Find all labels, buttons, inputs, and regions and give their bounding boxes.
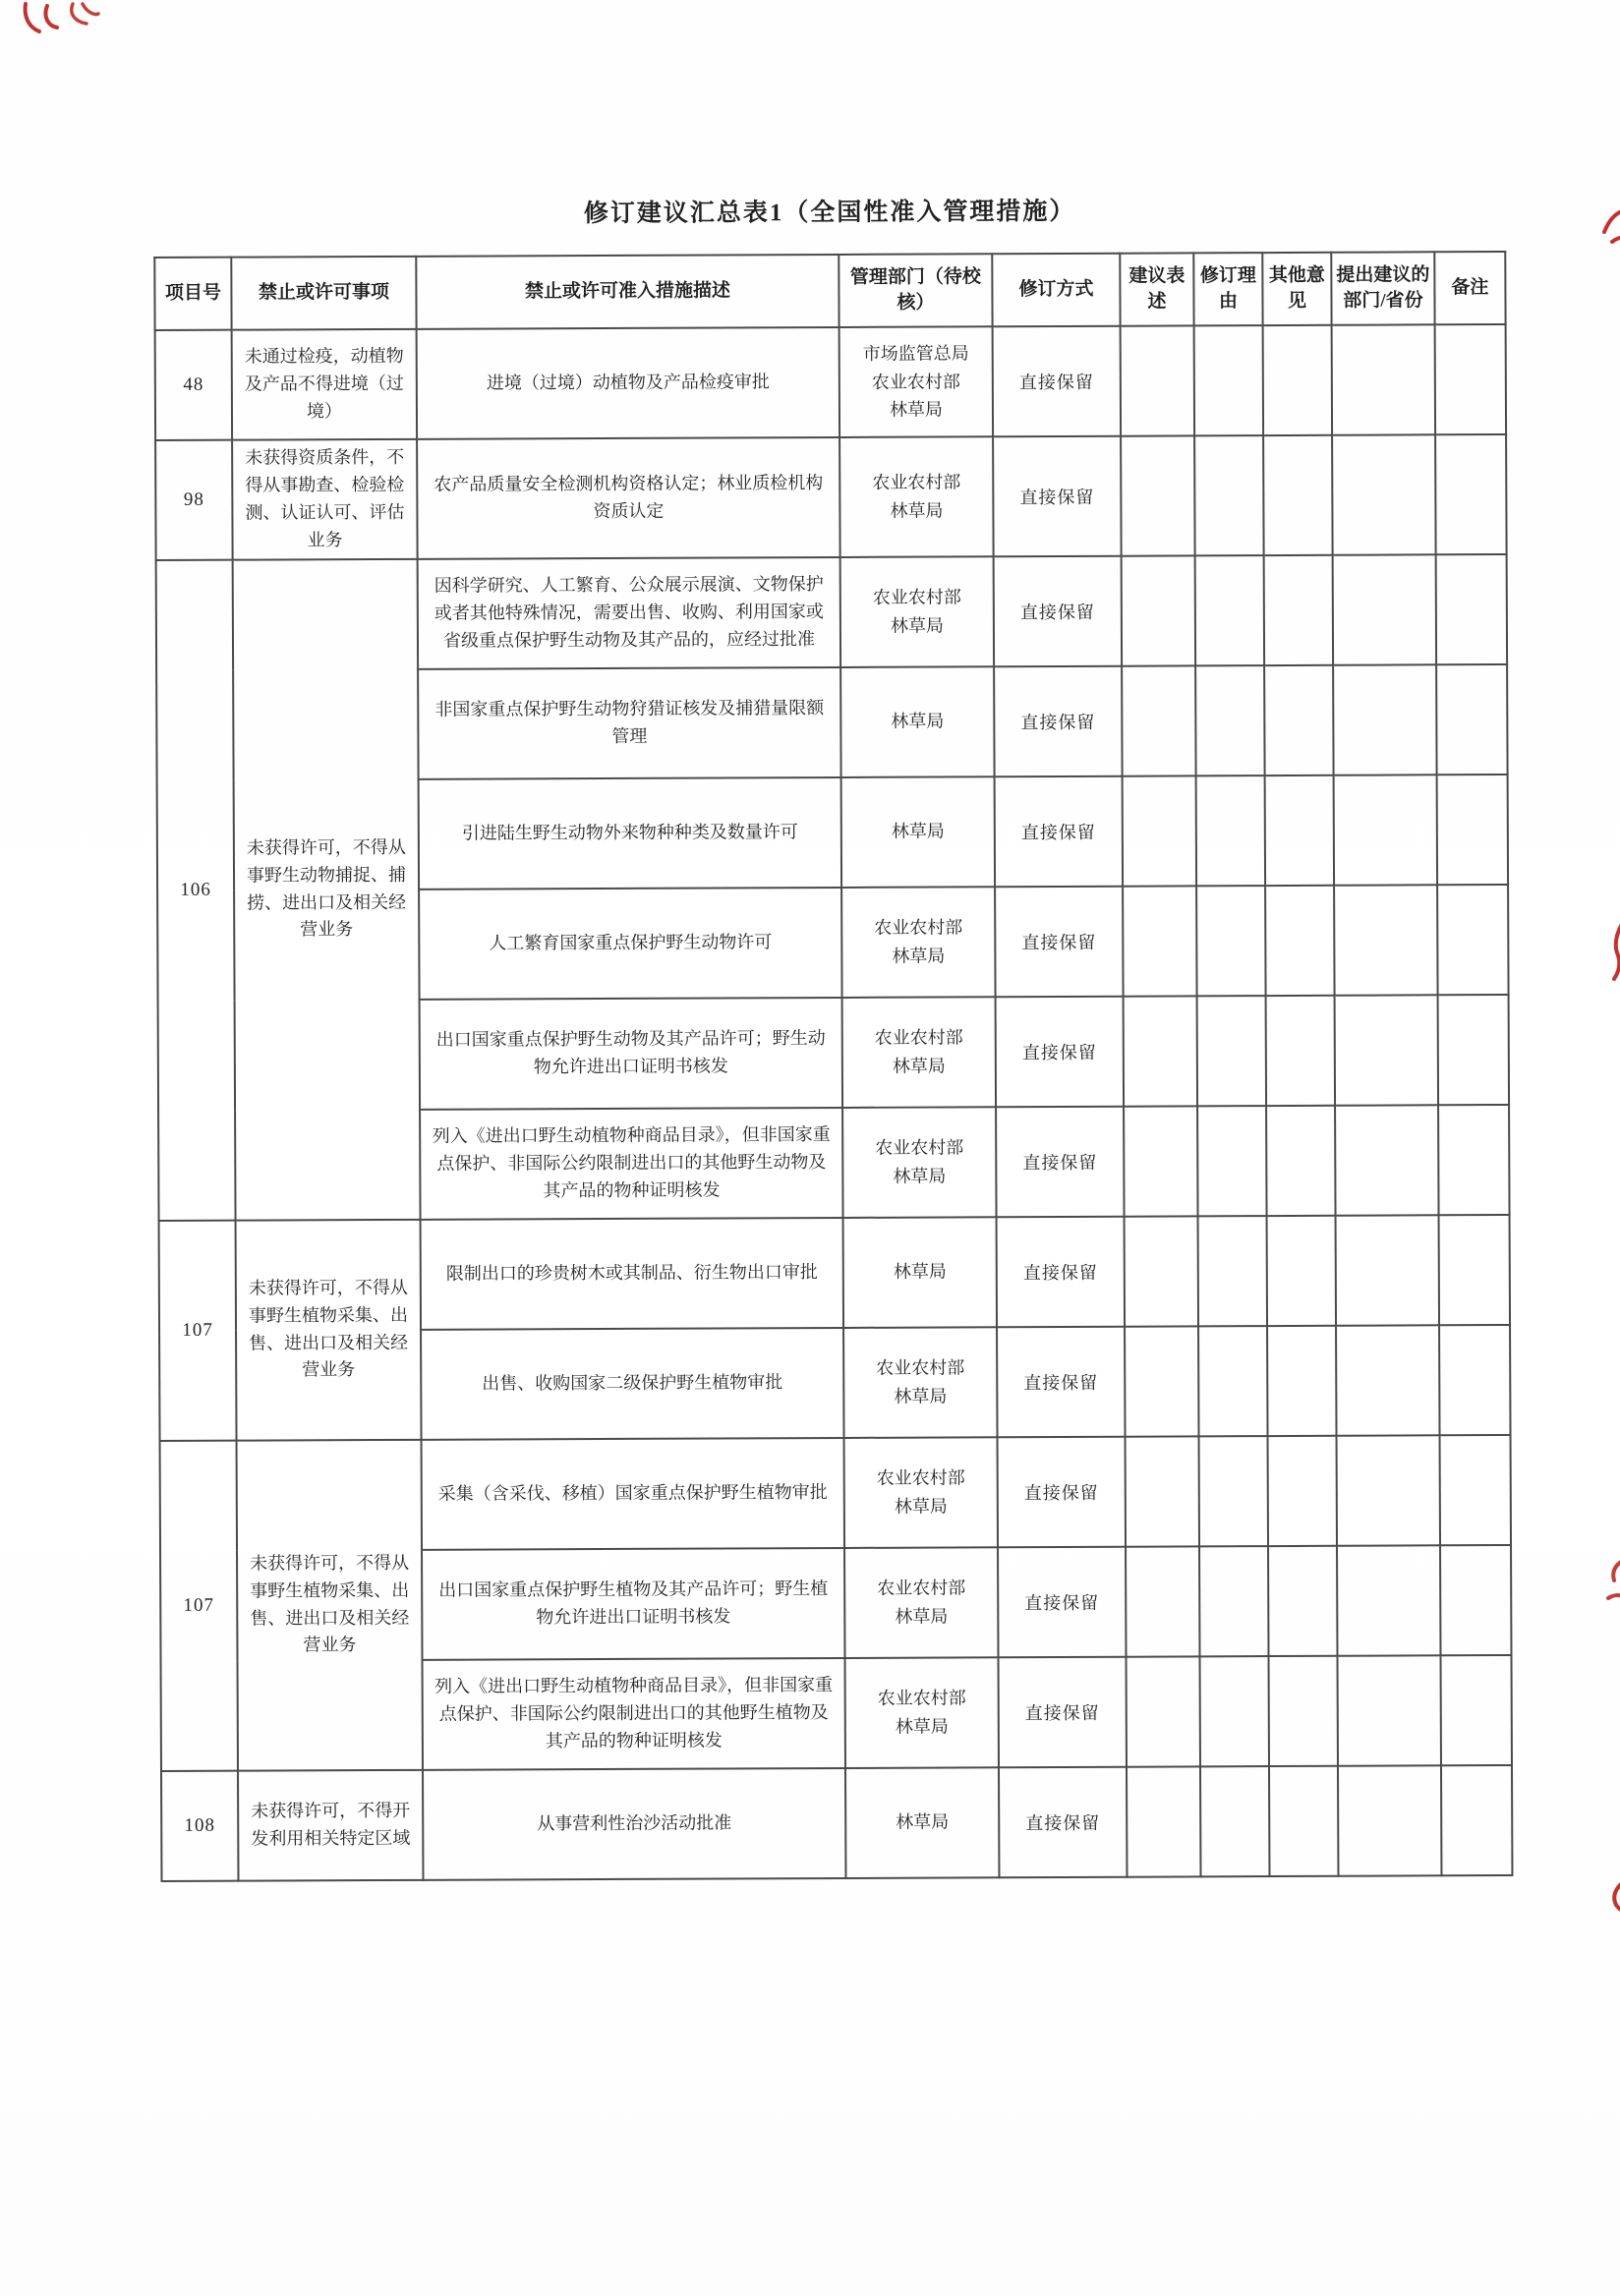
revision-method-cell: 直接保留 [998,1546,1126,1657]
proposer-cell [1334,885,1437,995]
suggestion-cell [1127,1766,1200,1876]
column-header: 修订方式 [992,254,1120,327]
revision-method-cell: 直接保留 [996,1106,1124,1217]
managing-department-cell: 林草局 [840,666,994,777]
remark-cell [1440,1435,1511,1545]
measure-description-cell: 出口国家重点保护野生动物及其产品许可；野生动物允许进出口证明书核发 [420,998,842,1110]
remark-cell [1437,885,1508,995]
proposer-cell [1335,1105,1438,1215]
table-row [155,434,1507,560]
proposer-cell [1336,1215,1439,1325]
revision-reason-cell [1198,1326,1267,1436]
revision-reason-cell [1200,1766,1269,1876]
revision-method-cell: 直接保留 [995,886,1123,997]
remark-cell [1438,1105,1509,1215]
suggestion-cell [1127,1656,1200,1766]
page-title: 修订建议汇总表1（全国性准入管理措施） [583,198,1076,228]
suggestion-cell [1126,1436,1199,1546]
proposer-cell [1337,1435,1440,1545]
remark-cell [1435,324,1506,434]
proposer-cell [1336,1325,1439,1435]
revision-reason-cell [1194,325,1263,435]
revision-method-cell: 直接保留 [996,996,1124,1107]
managing-department-cell: 林草局 [843,1217,997,1328]
managing-department-cell: 农业农村部 林草局 [843,1327,997,1438]
managing-department-cell: 农业农村部 林草局 [842,997,996,1108]
managing-department-cell: 农业农村部 林草局 [840,556,994,667]
measure-description-cell: 限制出口的珍贵树木或其制品、衍生物出口审批 [421,1218,843,1330]
managing-department-cell: 农业农村部 林草局 [842,1107,996,1218]
measure-description-cell: 进境（过境）动植物及产品检疫审批 [417,327,839,439]
revision-method-cell: 直接保留 [993,436,1122,556]
other-opinion-cell [1269,1765,1338,1875]
revision-summary-table [153,251,1513,1882]
remark-cell [1439,1325,1510,1435]
managing-department-cell: 市场监管总局 农业农村部 林草局 [839,326,993,437]
prohibited-matter-cell: 未获得许可，不得从事野生植物采集、出售、进出口及相关经营业务 [237,1439,423,1770]
revision-reason-cell [1196,775,1265,886]
suggestion-cell [1121,325,1194,435]
suggestion-cell [1125,1326,1198,1436]
item-number-cell: 98 [155,440,233,560]
revision-reason-cell [1199,1546,1268,1656]
managing-department-cell: 林草局 [845,1767,999,1878]
revision-reason-cell [1199,1436,1268,1546]
prohibited-matter-cell: 未获得许可，不得从事野生动物捕捉、捕捞、进出口及相关经营业务 [233,558,421,1220]
proposer-cell [1335,995,1438,1105]
other-opinion-cell [1264,554,1333,664]
remark-cell [1436,554,1507,664]
other-opinion-cell [1264,664,1333,775]
measure-description-cell: 农产品质量安全检测机构资格认定；林业质检机构资质认定 [417,437,840,558]
managing-department-cell: 农业农村部 林草局 [844,1547,998,1658]
other-opinion-cell [1268,1545,1337,1655]
managing-department-cell: 农业农村部 林草局 [839,436,994,556]
red-pen-scribble-icon [18,2,100,63]
item-number-cell: 107 [160,1440,238,1770]
red-edge-mark-icon [1604,1879,1620,1919]
prohibited-matter-cell: 未通过检疫，动植物及产品不得进境（过境） [232,329,417,440]
revision-reason-cell [1197,996,1266,1106]
measure-description-cell: 人工繁育国家重点保护野生动物许可 [419,888,841,1000]
measure-description-cell: 列入《进出口野生动植物种商品目录》，但非国家重点保护、非国际公约限制进出口的其他野生动物及其产品的物种证明核发 [420,1108,842,1220]
revision-method-cell: 直接保留 [997,1216,1125,1327]
suggestion-cell [1123,886,1196,996]
prohibited-matter-cell: 未获得许可，不得从事野生植物采集、出售、进出口及相关经营业务 [236,1219,422,1440]
revision-reason-cell [1197,1106,1266,1216]
other-opinion-cell [1267,1215,1336,1325]
suggestion-cell [1122,555,1195,665]
proposer-cell [1332,324,1435,434]
measure-description-cell: 从事营利性治沙活动批准 [423,1768,845,1880]
suggestion-cell [1121,435,1195,555]
table-row [159,1215,1510,1331]
revision-method-cell: 直接保留 [994,555,1122,666]
revision-method-cell: 直接保留 [993,326,1121,437]
other-opinion-cell [1263,325,1332,435]
proposer-cell [1333,664,1436,775]
item-number-cell: 107 [159,1220,237,1440]
revision-reason-cell [1194,435,1264,555]
measure-description-cell: 列入《进出口野生动植物种商品目录》，但非国家重点保护、非国际公约限制进出口的其他野生植物及其产品的物种证明核发 [423,1658,845,1770]
suggestion-cell [1126,1546,1199,1656]
remark-cell [1437,775,1508,885]
revision-method-cell: 直接保留 [994,665,1122,776]
other-opinion-cell [1266,995,1335,1105]
other-opinion-cell [1268,1435,1337,1545]
table-body [155,324,1513,1881]
other-opinion-cell [1263,435,1333,555]
column-header: 禁止或许可准入措施描述 [416,255,839,329]
revision-method-cell: 直接保留 [995,775,1123,887]
measure-description-cell: 引进陆生野生动物外来物种种类及数量许可 [419,777,841,890]
remark-cell [1440,1545,1511,1655]
remark-cell [1439,1215,1510,1325]
proposer-cell [1333,554,1436,664]
document-content [153,190,1513,1882]
revision-method-cell: 直接保留 [998,1436,1126,1547]
column-header: 其他意见 [1262,253,1331,325]
red-edge-mark-icon [1604,922,1620,981]
revision-reason-cell [1200,1656,1269,1766]
column-header: 提出建议的部门/省份 [1331,252,1434,324]
managing-department-cell: 农业农村部 林草局 [845,1657,999,1768]
measure-description-cell: 因科学研究、人工繁育、公众展示展演、文物保护或者其他特殊情况，需要出售、收购、利用国家或省级重点保护野生动物及其产品的，应经过批准 [418,557,840,669]
item-number-cell: 108 [161,1770,238,1880]
prohibited-matter-cell: 未获得许可，不得开发利用相关特定区域 [238,1769,423,1880]
proposer-cell [1332,434,1436,554]
suggestion-cell [1122,665,1195,775]
measure-description-cell: 采集（含采伐、移植）国家重点保护野生植物审批 [422,1438,844,1550]
revision-reason-cell [1198,1216,1267,1326]
remark-cell [1438,995,1509,1105]
column-header: 修订理由 [1193,253,1262,325]
suggestion-cell [1124,996,1197,1106]
column-header: 备注 [1434,252,1505,324]
other-opinion-cell [1265,885,1334,995]
measure-description-cell: 非国家重点保护野生动物狩猎证核发及捕猎量限额管理 [418,667,840,779]
other-opinion-cell [1265,775,1334,885]
suggestion-cell [1123,775,1196,886]
red-edge-mark-icon [1602,1555,1620,1606]
table-row [160,1435,1511,1551]
revision-method-cell: 直接保留 [999,1656,1127,1767]
revision-method-cell: 直接保留 [999,1766,1127,1877]
remark-cell [1440,1655,1511,1765]
managing-department-cell: 农业农村部 林草局 [841,887,995,998]
other-opinion-cell [1267,1325,1336,1435]
other-opinion-cell [1266,1105,1335,1215]
revision-reason-cell [1195,665,1264,775]
column-header: 建议表述 [1120,253,1193,325]
column-header: 项目号 [154,258,231,330]
measure-description-cell: 出口国家重点保护野生植物及其产品许可；野生植物允许进出口证明书核发 [422,1548,844,1660]
table-row [161,1765,1512,1881]
suggestion-cell [1124,1106,1197,1216]
measure-description-cell: 出售、收购国家二级保护野生植物审批 [421,1328,843,1440]
proposer-cell [1334,775,1437,885]
proposer-cell [1338,1765,1441,1875]
table-header-row [154,252,1505,330]
managing-department-cell: 林草局 [841,776,995,888]
proposer-cell [1337,1545,1440,1655]
prohibited-matter-cell: 未获得资质条件，不得从事勘查、检验检测、认证认可、评估业务 [232,439,418,559]
managing-department-cell: 农业农村部 林草局 [844,1437,998,1548]
table-row [156,554,1507,670]
item-number-cell: 48 [155,330,232,440]
table-row [155,324,1506,440]
item-number-cell: 106 [156,559,236,1220]
remark-cell [1436,664,1507,775]
red-edge-mark-icon [1602,202,1620,246]
revision-reason-cell [1195,555,1264,665]
revision-method-cell: 直接保留 [997,1326,1125,1437]
revision-reason-cell [1196,886,1265,996]
other-opinion-cell [1268,1655,1337,1765]
proposer-cell [1337,1655,1440,1765]
column-header: 禁止或许可事项 [231,257,416,330]
remark-cell [1435,434,1507,554]
remark-cell [1441,1765,1512,1875]
column-header: 管理部门（待校核） [839,254,992,327]
suggestion-cell [1125,1216,1198,1326]
